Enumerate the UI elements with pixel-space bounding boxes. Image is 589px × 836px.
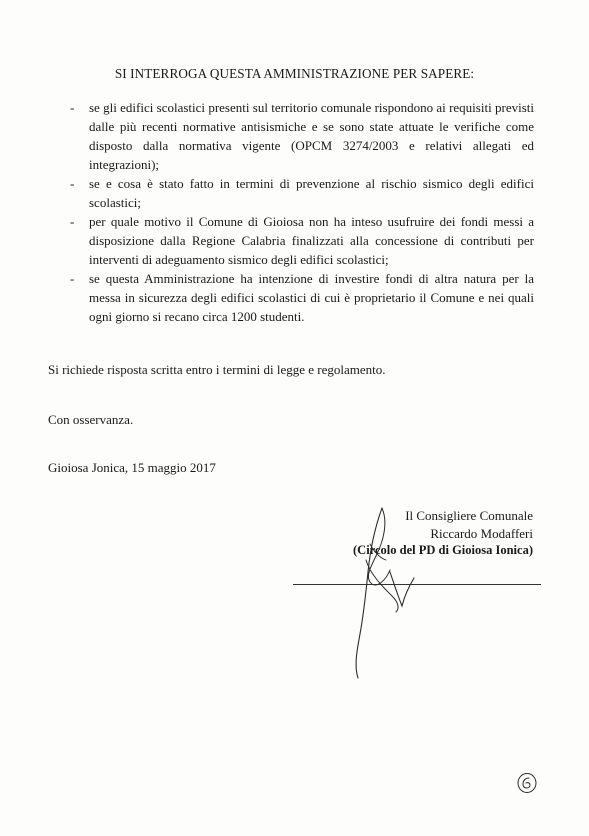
closing-salutation: Con osservanza. [48,412,134,427]
question-item [58,98,534,174]
place-and-date: Gioiosa Jonica, 15 maggio 2017 [48,460,216,475]
bullet-dash: - [70,214,75,229]
question-text: se questa Amministrazione ha intenzione di investire fondi di altra natura per la messa in sicurezza degli edifici scolastici di cui è proprietario il Comune e nei quali ogni giorno si recano circa 1200 studenti. [89,271,534,324]
question-item [58,269,534,326]
question-text: se e cosa è stato fatto in termini di prevenzione al rischio sismico degli edifici scolastici; [89,176,534,210]
signer-name: Riccardo Modafferi [430,525,533,541]
bullet-dash: - [70,271,75,286]
bullet-dash: - [70,176,75,191]
interrogation-heading: SI INTERROGA QUESTA AMMINISTRAZIONE PER SAPERE: [114,66,475,81]
signer-role: Il Consigliere Comunale [405,508,533,523]
question-item [58,174,534,212]
question-item [58,212,534,269]
question-text: per quale motivo il Comune di Gioiosa non ha inteso usufruire dei fondi messi a disposizione dalla Regione Calabria finalizzati alla concessione di contributi per interventi di adeguamento sismico degli edifici scolastici; [89,214,534,267]
signature-icon [330,500,450,700]
circled-mark-icon [516,772,538,794]
question-text: se gli edifici scolastici presenti sul territorio comunale rispondono ai requisiti previsti dalle più recenti normative antisismiche e se sono state attuate le verifiche come disposto dalla normativa vigente (OPCM 3274/2003 e relativi allegati ed integrazioni); [89,100,534,172]
signer-group: (Circolo del PD di Gioiosa Ionica) [353,543,533,557]
written-response-request: Si richiede risposta scritta entro i termini di legge e regolamento. [48,362,386,377]
questions-list [58,98,534,326]
bullet-dash: - [70,100,75,115]
